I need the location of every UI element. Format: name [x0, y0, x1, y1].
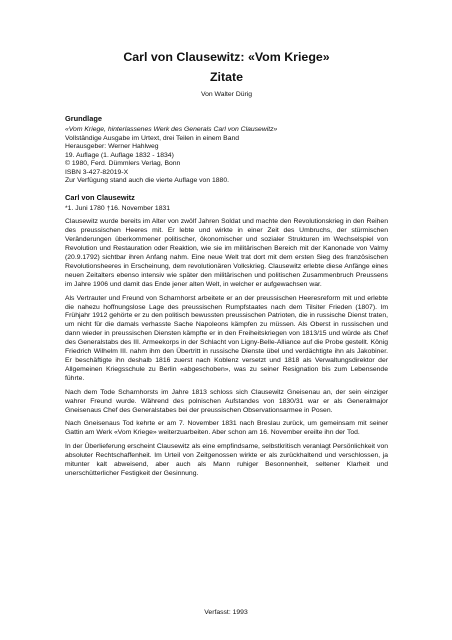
birth-death-dates: *1. Juni 1780 †16. November 1831	[65, 204, 171, 212]
grundlage-line-auflage: 19. Auflage (1. Auflage 1832 - 1834)	[65, 151, 174, 159]
biography-paragraph: Nach Gneisenaus Tod kehrte er am 7. November 1831 nach Breslau zurück, um gemeinsam mit seiner Gattin am Werk «Vom Kriege» weiterzuarbeiten. Aber schon am 16. November ereilte ihn der Tod.	[65, 420, 388, 437]
grundlage-line-note: Zur Verfügung stand auch die vierte Auflage von 1880.	[65, 177, 229, 184]
grundlage-block	[65, 126, 388, 186]
biography-paragraph: Clausewitz wurde bereits im Alter von zwölf Jahren Soldat und machte den Revolutionskrieg in den Reihen des preussischen Heeres mit. Er lebte und wirkte in einer Zeit des Umbruchs, der stürmischen Veränderungen überkommener politischer, ökonomischer und sozialer Strukturen im Wechselspiel von Revolution und Restauration oder Reaktion, wie sie im militärischen Bereich mit der Kanonade von Valmy (20.9.1792) sichtbar ihren Anfang nahm. Eine neue Welt trat dort mit dem ersten Sieg des französischen Revolutionsheeres in Erscheinung, dem revolutionären Volkskrieg. Clausewitz erlebte diese Anfänge eines neuen Zeitalters ebenso intensiv wie später den militärischen und politischen Zusammenbruch Preussens im Jahre 1906 und damit das Ende jener alten Welt, in welcher er aufgewachsen war.	[65, 218, 388, 288]
grundlage-line-isbn: ISBN 3-427-82019-X	[65, 168, 129, 176]
author-line: Von Walter Dürig	[200, 91, 253, 98]
grundlage-line-copyright: © 1980, Ferd. Dümmlers Verlag, Bonn	[65, 160, 181, 167]
grundlage-line-work-title: «Vom Kriege, hinterlassenes Werk des Generals Carl von Clausewitz»	[65, 126, 278, 133]
biography-heading: Carl von Clausewitz	[65, 192, 135, 202]
grundlage-line-editor: Herausgeber: Werner Hahlweg	[65, 143, 159, 150]
document-subtitle: Zitate	[209, 70, 244, 84]
grundlage-heading: Grundlage	[65, 114, 102, 123]
page-footer: Verfasst: 1993	[204, 609, 248, 616]
document-title: Carl von Clausewitz: «Vom Kriege»	[123, 50, 330, 64]
biography-paragraph: Nach dem Tode Scharnhorsts im Jahre 1813 schloss sich Clausewitz Gneisenau an, der sein einziger wahrer Freund wurde. Während des polnischen Aufstandes von 1830/31 war er als Generalmajor Gneisenaus Chef des Generalstabes bei der preussischen Observationsarmee in Posen.	[65, 388, 388, 414]
biography-paragraph: In der Überlieferung erscheint Clausewitz als eine empfindsame, selbstkritisch veranlagt Persönlichkeit von absoluter Rechtschaffenheit. Im Urteil von Zeitgenossen wirkte er als zurückhaltend und verschlossen, ja mitunter kalt abweisend, aber auch als Mann ruhiger Besonnenheit, seltener Klarheit und unerschütterlicher Festigkeit der Gesinnung.	[65, 443, 388, 477]
grundlage-line-edition: Vollständige Ausgabe im Urtext, drei Teilen in einem Band	[65, 134, 240, 142]
biography-paragraph: Als Vertrauter und Freund von Scharnhorst arbeitete er an der preussischen Heeresreform mit und erlebte die nahezu hoffnungslose Lage des preussischen Rumpfstaates nach dem Tilsiter Frieden (1807). Im Frühjahr 1912 gehörte er zu den politisch bewussten preussischen Patrioten, die in russische Dienst traten, um nicht für die damals verhasste Sache Napoleons kämpfen zu müssen. Als Oberst in russischen und dann wieder in preussischen Diensten kämpfte er in den Freiheitskriegen von 1813/15 und würde als Chef des Generalstabs des III. Armeekorps in der Schlacht von Ligny-Belle-Alliance auf die Probe gestellt. König Friedrich Wilhelm III. nahm ihm den Übertritt in russische Dienste übel und verdächtigte ihn als Jakobiner. Er beschäftigte ihn deshalb 1816 zuerst nach Koblenz versetzt und 1818 als Verwaltungsdirektor der Allgemeinen Kriegsschule zu Berlin «abgeschoben», was zu seiner Resignation bis zum Lebensende führte.	[65, 294, 388, 382]
